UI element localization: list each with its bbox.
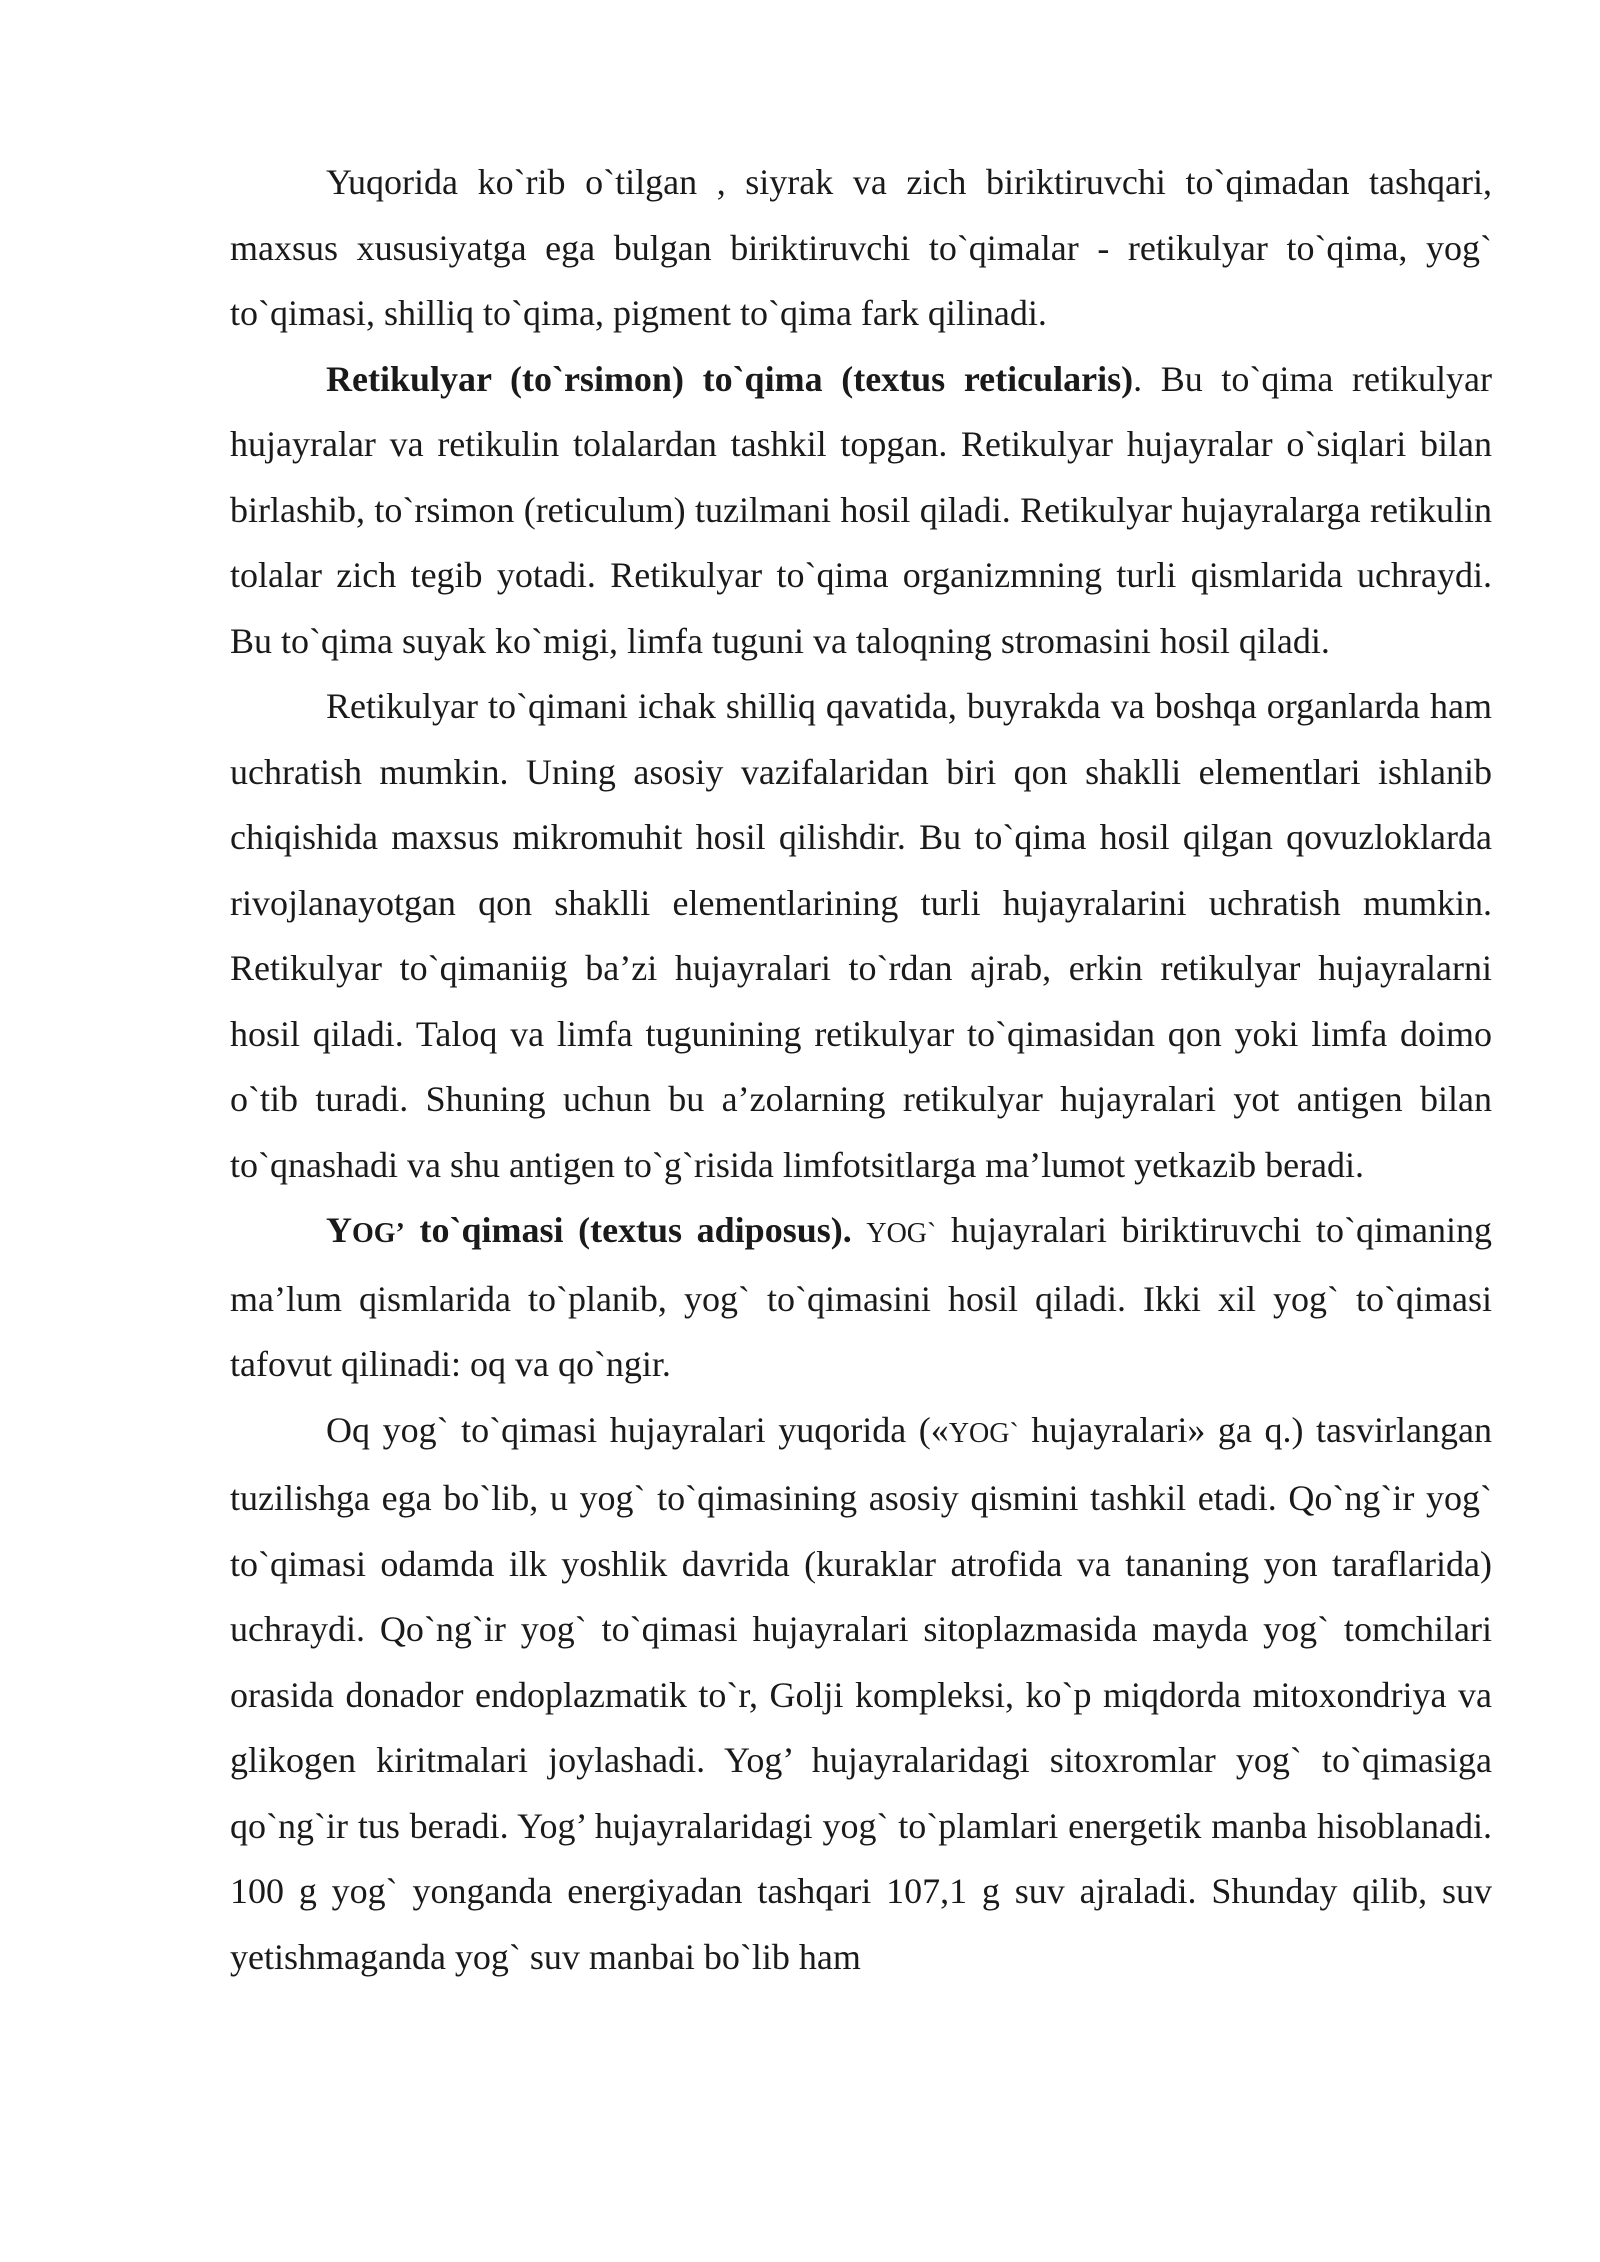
heading-adipose-tissue	[326, 1210, 852, 1250]
paragraph-reticular	[230, 347, 1492, 675]
heading-reticular-tissue: Retikulyar (to`rsimon) to`qima (textus reticularis)	[326, 358, 1134, 399]
adipose-term-reference: YOG`	[948, 1417, 1019, 1449]
adipose-term: YOG`	[866, 1218, 937, 1249]
paragraph-white-fat-start: Oq yog` to`qimasi hujayralari yuqorida («	[326, 1409, 949, 1450]
paragraph-intro	[230, 150, 1492, 347]
paragraph-white-brown-fat	[230, 1398, 1492, 1991]
heading-adipose-cap: Y	[326, 1210, 352, 1250]
heading-adipose-smallcaps: OG’	[352, 1218, 405, 1249]
paragraph-reticular-function-text: Retikulyar to`qimani ichak shilliq qavatida, buyrakda va boshqa organlarda ham uchratish mumkin. Uning asosiy vazifalaridan biri qon shaklli elementlari ishlanib chiqishida maxsus mikromuhit hosil qilishdir. Bu to`qima hosil qilgan qovuzloklarda rivojlanayotgan qon shaklli elementlarining turli hujayralarini uchratish mumkin. Retikulyar to`qimaniig ba’zi hujayralari to`rdan ajrab, erkin retikulyar hujayralarni hosil qiladi. Taloq va limfa tugunining retikulyar to`qimasidan qon yoki limfa doimo o`tib turadi. Shuning uchun bu a’zolarning retikulyar hujayralari yot antigen bilan to`qnashadi va shu antigen to`g`risida limfotsitlarga ma’lumot yetkazib beradi.	[230, 686, 1492, 1185]
paragraph-reticular-text: . Bu to`qima retikulyar hujayralar va retikulin tolalardan tashkil topgan. Retikulyar hujayralar o`siqlari bilan birlashib, to`rsimon (reticulum) tuzilmani hosil qiladi. Retikulyar hujayralarga retikulin tolalar zich tegib yotadi. Retikulyar to`qima organizmning turli qismlarida uchraydi. Bu to`qima suyak ko`migi, limfa tuguni va taloqning stromasini hosil qiladi.	[230, 358, 1492, 661]
paragraph-adipose-text: hujayralari biriktiruvchi to`qimaning ma’lum qismlarida to`planib, yog` to`qimasini hosil qiladi. Ikki xil yog` to`qimasi tafovut qilinadi: oq va qo`ngir.	[230, 1210, 1492, 1384]
paragraph-adipose	[230, 1198, 1492, 1398]
body-text	[230, 150, 1492, 1990]
heading-adipose-rest: to`qimasi (textus adiposus).	[404, 1210, 852, 1250]
paragraph-white-brown-fat-text: hujayralari» ga q.) tasvirlangan tuzilishga ega bo`lib, u yog` to`qimasining asosiy qismini tashkil etadi. Qo`ng`ir yog` to`qimasi odamda ilk yoshlik davrida (kuraklar atrofida va tananing yon taraflarida) uchraydi. Qo`ng`ir yog` to`qimasi hujayralari sitoplazmasida mayda yog` tomchilari orasida donador endoplazmatik to`r, Golji kompleksi, ko`p miqdorda mitoxondriya va glikogen kiritmalari joylashadi. Yog’ hujayralaridagi sitoxromlar yog` to`qimasiga qo`ng`ir tus beradi. Yog’ hujayralaridagi yog` to`plamlari energetik manba hisoblanadi. 100 g yog` yonganda energiyadan tashqari 107,1 g suv ajraladi. Shunday qilib, suv yetishmaganda yog` suv manbai bo`lib ham	[230, 1409, 1492, 1977]
paragraph-intro-text: Yuqorida ko`rib o`tilgan , siyrak va zich biriktiruvchi to`qimadan tashqari, maxsus xususiyatga ega bulgan biriktiruvchi to`qimalar - retikulyar to`qima, yog` to`qimasi, shilliq to`qima, pigment to`qima fark qilinadi.	[230, 162, 1492, 333]
paragraph-reticular-function	[230, 674, 1492, 1198]
